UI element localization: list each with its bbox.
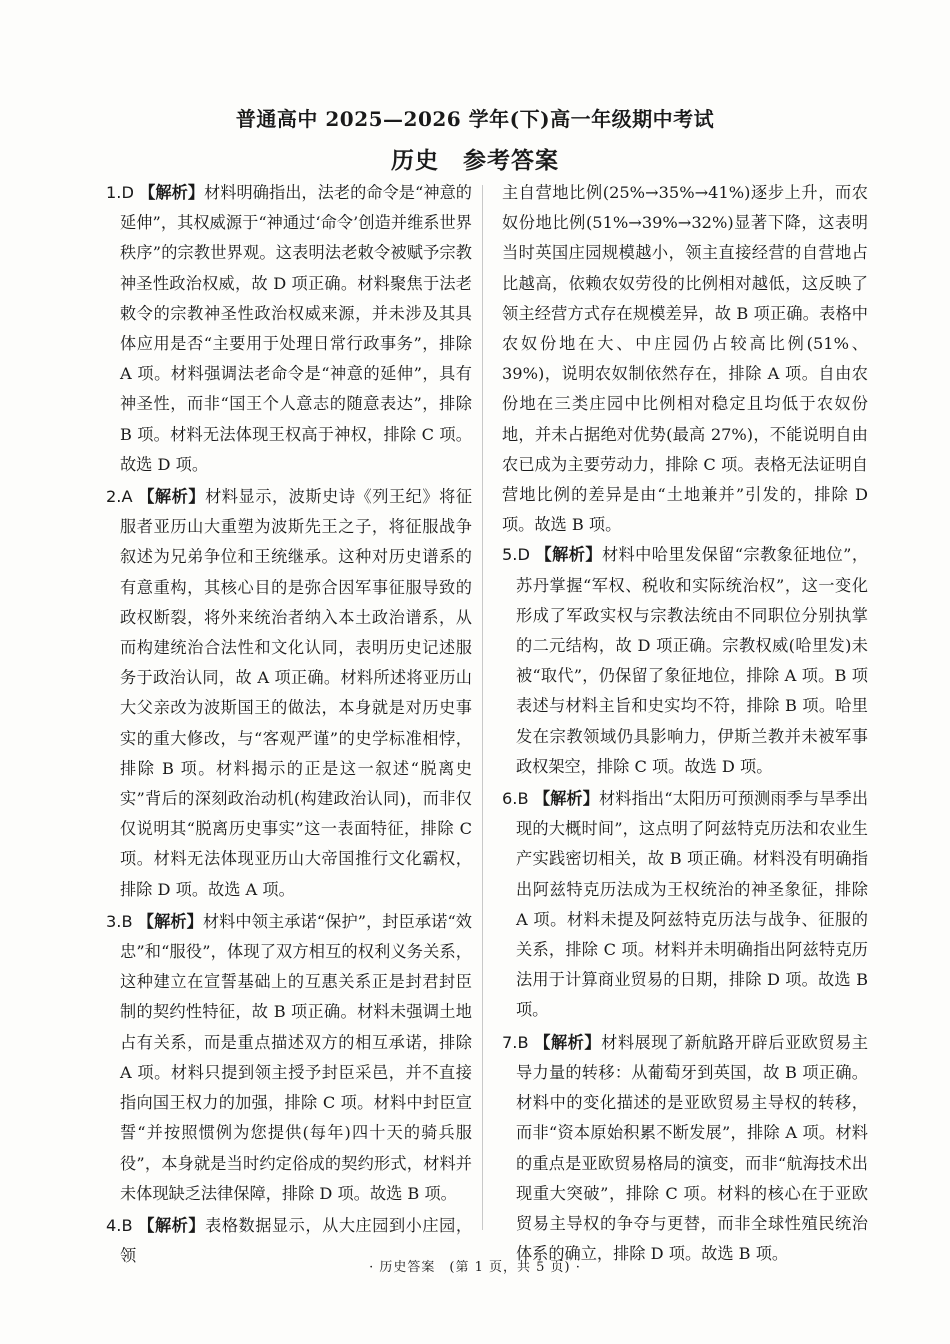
page-footer: · 历史答案 (第 1 页，共 5 页) · bbox=[369, 1260, 581, 1275]
column-divider bbox=[482, 185, 483, 1230]
answer-item-5 bbox=[502, 540, 868, 782]
answer-number: 7.B bbox=[502, 1032, 529, 1052]
answer-number: 1.D bbox=[106, 183, 134, 202]
answer-item-4-continuation: 主自营地比例(25%→35%→41%)逐步上升，而农奴份地比例(51%→39%→32%)显著下降，这表明当时英国庄园规模越小，领主直接经营的自营地占比越高，依赖农奴劳役的比例相对越低，这反映了领主经营方式存在规模差异，故 B 项正确。表格中农奴份地在大、中庄园仍占较高比例(51%、39%)，说明农奴制依然存在，排除 A 项。自由农份地在三类庄园中比例相对稳定且均低于农奴份地，并未占据绝对优势(最高 27%)，不能说明自由农已成为主要劳动力，排除 C 项。表格无法证明自营地比例的差异是由“土地兼并”引发的，排除 D 项。故选 B 项。 bbox=[502, 183, 868, 535]
answer-number: 5.D bbox=[502, 545, 530, 565]
analysis-tag: 【解析】 bbox=[138, 487, 206, 507]
answer-text: 材料指出“太阳历可预测雨季与旱季出现的大概时间”，这点明了阿兹特克历法和农业生产实践密切相关，故 B 项正确。材料没有明确指出阿兹特克历法成为王权统治的神圣象征，排除 A 项。材料未提及阿兹特克历法与战争、征服的关系，排除 C 项。材料并未明确指出阿兹特克历法用于计算商业贸易的日期，排除 D 项。故选 B 项。 bbox=[516, 789, 869, 1020]
answer-item-6 bbox=[502, 784, 868, 1026]
page-header bbox=[0, 103, 950, 175]
answer-item-3 bbox=[106, 907, 472, 1209]
right-column bbox=[502, 178, 868, 1271]
answer-subtitle: 历史 参考答案 bbox=[391, 147, 559, 174]
answer-item-7 bbox=[502, 1028, 868, 1270]
answer-number: 4.B bbox=[106, 1215, 133, 1235]
answer-text: 表格数据显示，从大庄园到小庄园，领 bbox=[120, 1215, 473, 1266]
analysis-tag: 【解析】 bbox=[138, 1215, 206, 1235]
analysis-tag: 【解析】 bbox=[137, 911, 203, 931]
analysis-tag: 【解析】 bbox=[535, 545, 602, 565]
analysis-tag: 【解析】 bbox=[533, 789, 600, 809]
answer-text: 材料展现了新航路开辟后亚欧贸易主导力量的转移：从葡萄牙到英国，故 B 项正确。材料中的变化描述的是亚欧贸易主导权的转移，而非“资本原始积累不断发展”，排除 A 项。材料的重点是亚欧贸易格局的演变，而非“航海技术出现重大突破”，排除 C 项。材料的核心在于亚欧贸易主导权的争夺与更替，而非全球性殖民统治体系的确立，排除 D 项。故选 B 项。 bbox=[516, 1032, 869, 1264]
left-column bbox=[106, 178, 472, 1273]
analysis-tag: 【解析】 bbox=[534, 1032, 602, 1052]
analysis-tag: 【解析】 bbox=[139, 183, 205, 202]
answer-number: 2.A bbox=[106, 487, 133, 507]
answer-text: 材料中哈里发保留“宗教象征地位”，苏丹掌握“军权、税收和实际统治权”，这一变化形成了军政实权与宗教法统由不同职位分别执掌的二元结构，故 D 项正确。宗教权威(哈里发)未被“取代”，仍保留了象征地位，排除 A 项。B 项表述与材料主旨和史实均不符，排除 B 项。哈里发在宗教领域仍具影响力，伊斯兰教并未被军事政权架空，排除 C 项。故选 D 项。 bbox=[516, 545, 869, 776]
answer-number: 3.B bbox=[106, 911, 133, 931]
answer-item-2 bbox=[106, 482, 472, 905]
answer-text: 材料显示，波斯史诗《列王纪》将征服者亚历山大重塑为波斯先王之子，将征服战争叙述为兄弟争位和王统继承。这种对历史谱系的有意重构，其核心目的是弥合因军事征服导致的政权断裂，将外来统治者纳入本土政治谱系，从而构建统治合法性和文化认同，表明历史记述服务于政治认同，故 A 项正确。材料所述将亚历山大父亲改为波斯国王的做法，本身就是对历史事实的重大修改，与“客观严谨”的史学标准相悖，排除 B 项。材料揭示的正是这一叙述“脱离史实”背后的深刻政治动机(构建政治认同)，而非仅仅说明其“脱离历史事实”这一表面特征，排除 C 项。材料无法体现亚历山大帝国推行文化霸权，排除 D 项。故选 A 项。 bbox=[120, 487, 473, 899]
answer-text: 材料明确指出，法老的命令是“神意的延伸”，其权威源于“神通过‘命令’创造并维系世界秩序”的宗教世界观。这表明法老敕令被赋予宗教神圣性政治权威，故 D 项正确。材料聚焦于法老敕令的宗教神圣性政治权威来源，并未涉及其具体应用是否“主要用于处理日常行政事务”，排除 A 项。材料强调法老命令是“神意的延伸”，具有神圣性，而非“国王个人意志的随意表达”，排除 B 项。材料无法体现王权高于神权，排除 C 项。故选 D 项。 bbox=[120, 183, 472, 474]
answer-text: 材料中领主承诺“保护”，封臣承诺“效忠”和“服役”，体现了双方相互的权利义务关系，这种建立在宣誓基础上的互惠关系正是封君封臣制的契约性特征，故 B 项正确。材料未强调土地占有关系，而是重点描述双方的相互承诺，排除 A 项。材料只提到领主授予封臣采邑，并不直接指向国王权力的加强，排除 C 项。材料中封臣宣誓“并按照惯例为您提供(每年)四十天的骑兵服役”，本身就是当时约定俗成的契约形式，材料并未体现缺乏法律保障，排除 D 项。故选 B 项。 bbox=[120, 911, 472, 1203]
answer-number: 6.B bbox=[502, 789, 529, 809]
answer-item-1 bbox=[106, 178, 472, 480]
exam-title: 普通高中 2025—2026 学年(下)高一年级期中考试 bbox=[235, 107, 715, 131]
